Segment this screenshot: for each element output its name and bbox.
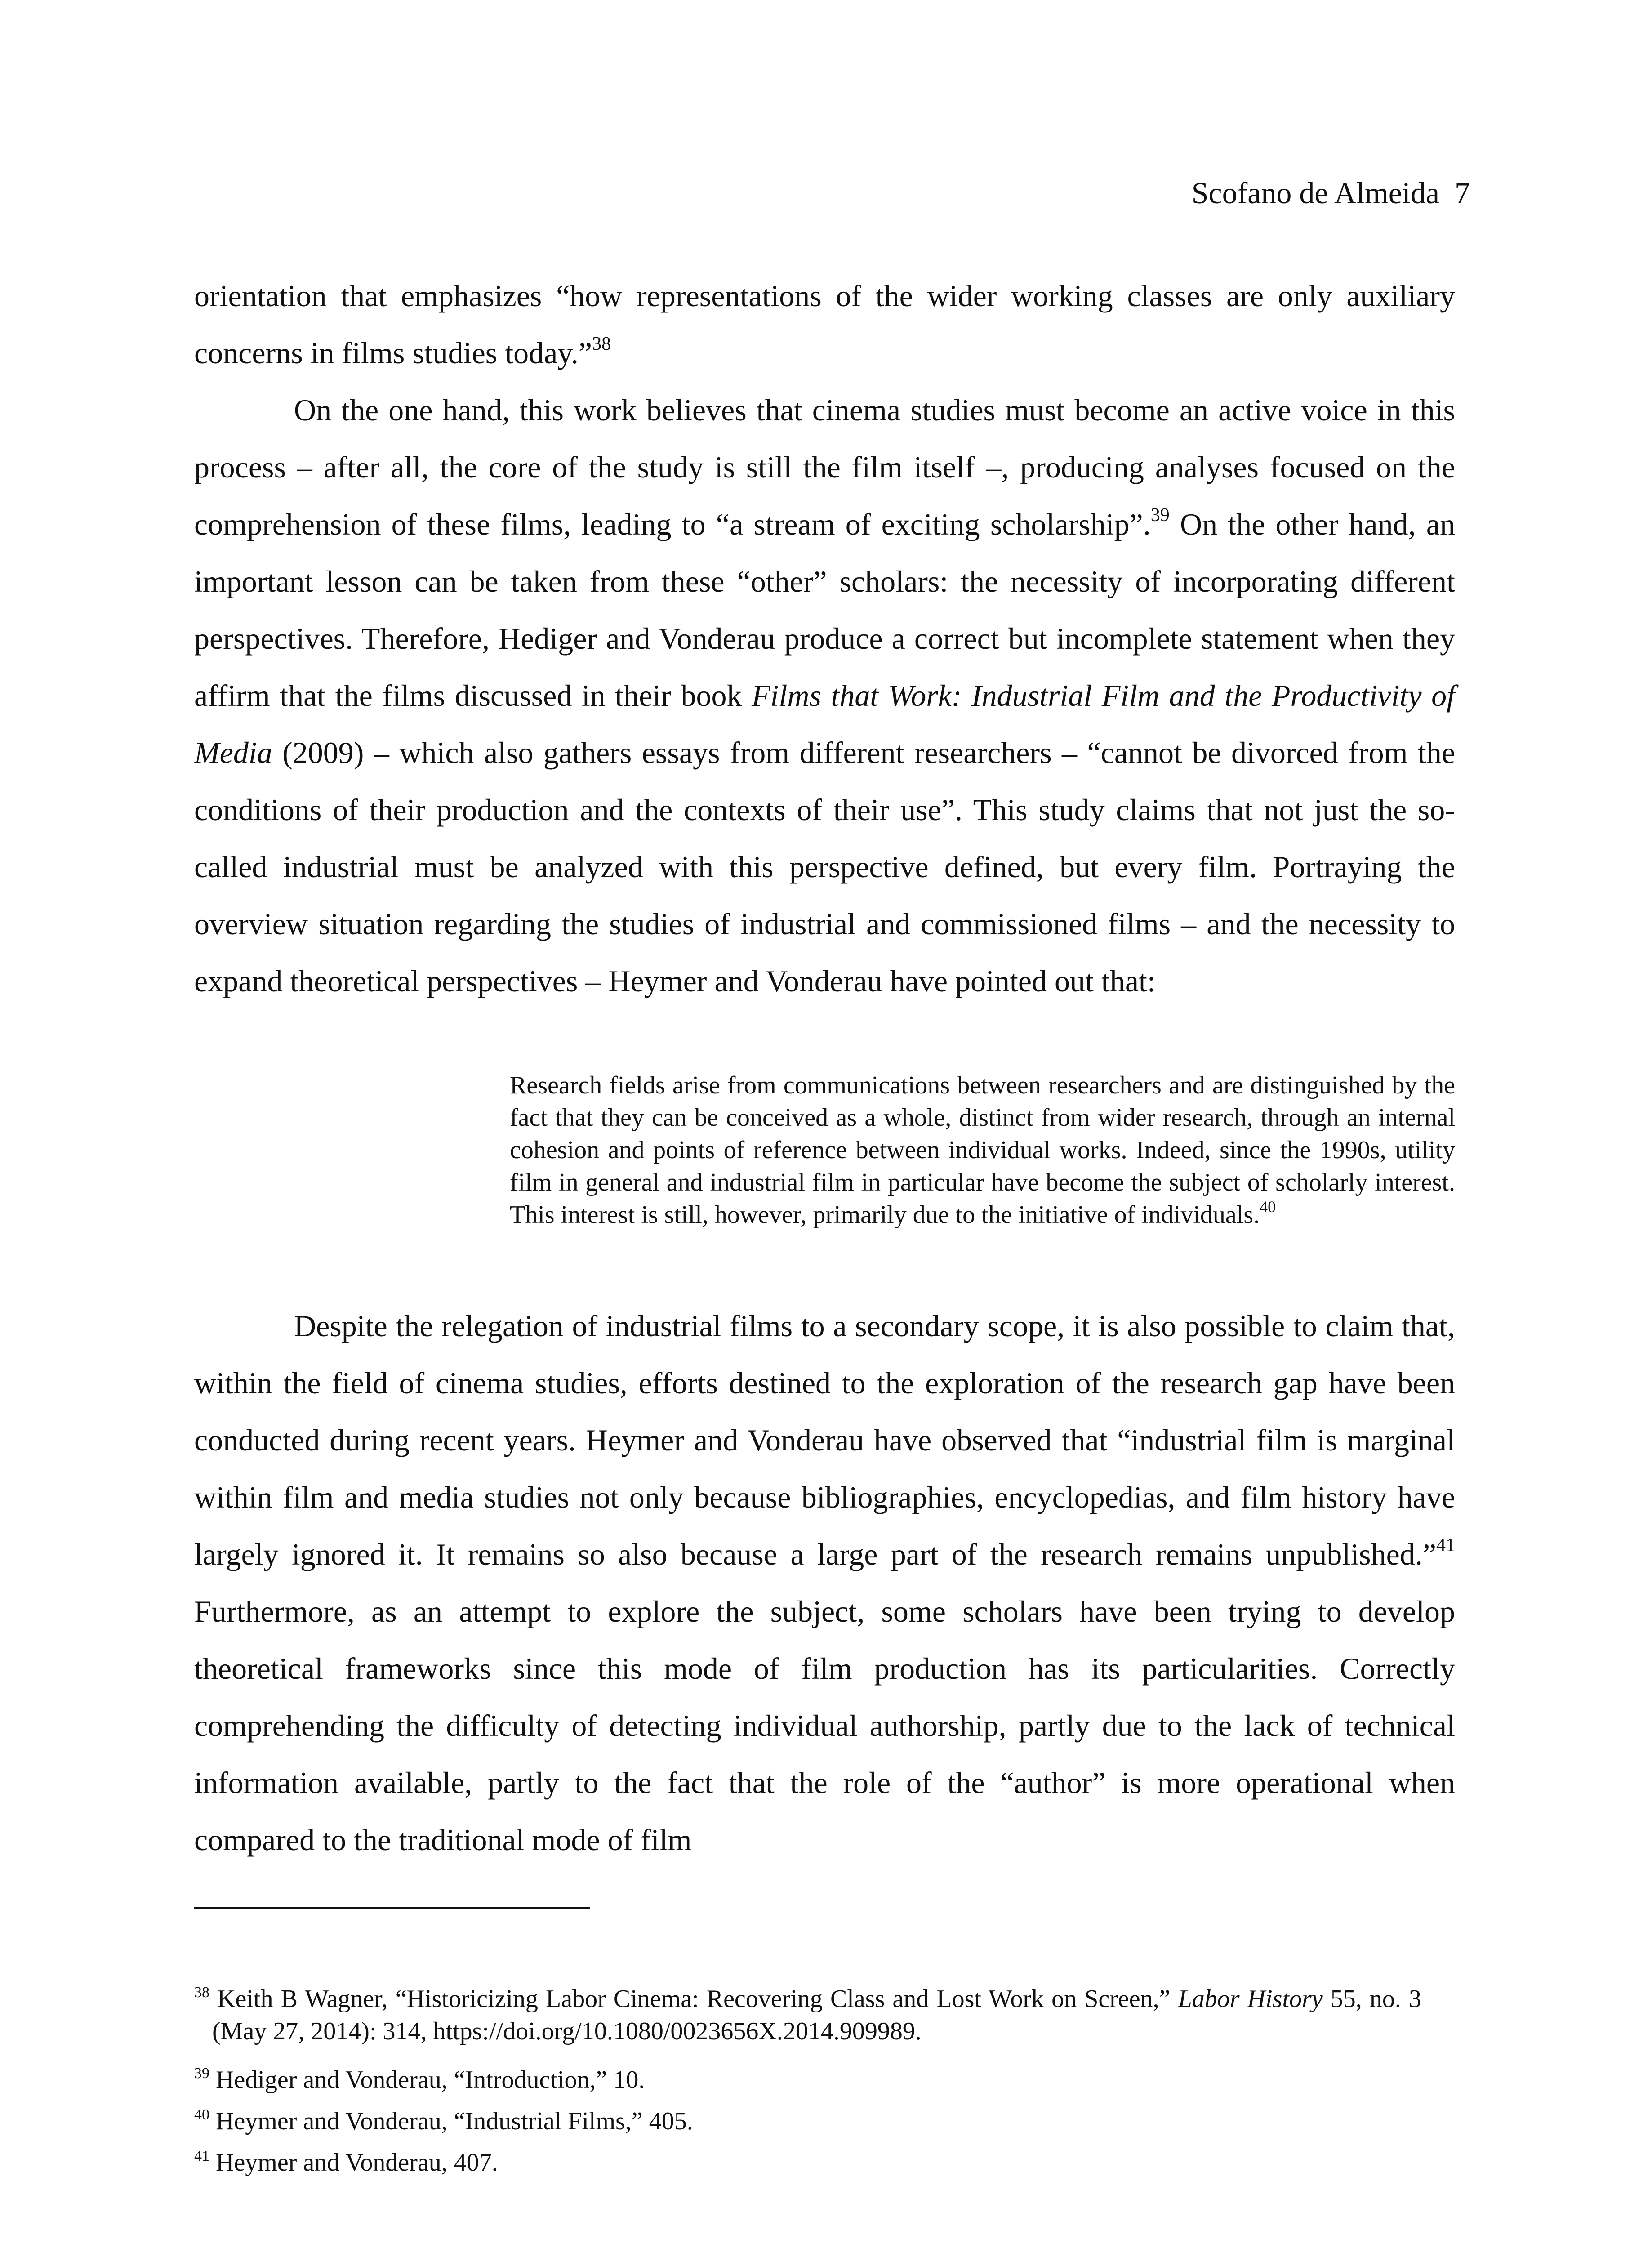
paragraph-text: Despite the relegation of industrial films to a secondary scope, it is also possible to claim that, within the field of cinema studies, efforts destined to the exploration of the research gap have been conducted during recent years. Heymer and Vonderau have observed that “industrial film is marginal within film and media studies not only because bibliographies, encyclopedias, and film history have largely ignored it. It remains so also because a large part of the research remains unpublished.” [194,1309,1455,1571]
footnote-text: Hediger and Vonderau, “Introduction,” 10. [209,2066,645,2094]
quote-text: Research fields arise from communications between researchers and are distinguished by the fact that they can be conceived as a whole, distinct from wider research, through an internal cohesion and points of reference between individual works. Indeed, since the 1990s, utility film in general and industrial film in particular have become the subject of scholarly interest. This interest is still, however, primarily due to the initiative of individuals. [510,1071,1455,1229]
running-header [1192,178,1470,208]
footnote-ref-39[interactable]: 39 [1150,505,1170,526]
footnote-text: 55, no. 3 (May 27, 2014): 314, https://doi.org/10.1080/0023656X.2014.909989. [212,1985,1422,2045]
page-number: 7 [1455,176,1470,210]
footnote-41 [194,2146,1403,2179]
journal-title: Labor History [1178,1985,1323,2013]
paragraph-text: orientation that emphasizes “how representations of the wider working classes are only auxiliary concerns in films studies today.” [194,279,1455,370]
header-author: Scofano de Almeida [1191,176,1439,210]
footnote-ref-40[interactable]: 40 [1260,1198,1276,1216]
book-title: Films that Work: Industrial Film and the Productivity of Media [194,678,1455,770]
block-quote [510,1069,1455,1231]
footnote-text: Heymer and Vonderau, “Industrial Films,” 405. [209,2107,693,2135]
paragraph-text: (2009) – which also gathers essays from different researchers – “cannot be divorced from the conditions of their production and the contexts of their use”. This study claims that not just the so-called industrial must be analyzed with this perspective defined, but every film. Portraying the overview situation regarding the studies of industrial and commissioned films – and the necessity to expand theoretical perspectives – Heymer and Vonderau have pointed out that: [194,736,1455,998]
body-paragraph-1 [194,268,1455,382]
body-paragraph-3 [194,1298,1455,1869]
footnote-number: 41 [194,2148,209,2164]
footnote-separator [194,1907,590,1909]
body-paragraph-2 [194,382,1455,1010]
footnote-38 [194,1983,1421,2047]
footnote-text: Heymer and Vonderau, 407. [209,2149,498,2177]
paragraph-text: On the other hand, an important lesson can be taken from these “other” scholars: the necessity of incorporating different perspectives. Therefore, Hediger and Vonderau produce a correct but incomplete statement when they affirm that the films discussed in their book [194,507,1455,713]
footnote-40 [194,2105,1403,2137]
paragraph-text: On the one hand, this work believes that cinema studies must become an active voice in this process – after all, the core of the study is still the film itself –, producing analyses focused on the comprehension of these films, leading to “a stream of exciting scholarship”. [194,393,1455,541]
footnote-ref-41[interactable]: 41 [1436,1535,1455,1556]
footnote-ref-38[interactable]: 38 [592,334,611,354]
paragraph-text: Furthermore, as an attempt to explore the subject, some scholars have been trying to develop theoretical frameworks since this mode of film production has its particularities. Correctly comprehending the difficulty of detecting individual authorship, partly due to the lack of technical information available, partly to the fact that the role of the “author” is more operational when compared to the traditional mode of film [194,1594,1455,1857]
footnote-text: Keith B Wagner, “Historicizing Labor Cinema: Recovering Class and Lost Work on Screen,” [209,1985,1178,2013]
footnote-number: 38 [194,1984,209,2001]
footnote-number: 39 [194,2065,209,2082]
footnote-39 [194,2064,1403,2096]
footnote-number: 40 [194,2106,209,2123]
